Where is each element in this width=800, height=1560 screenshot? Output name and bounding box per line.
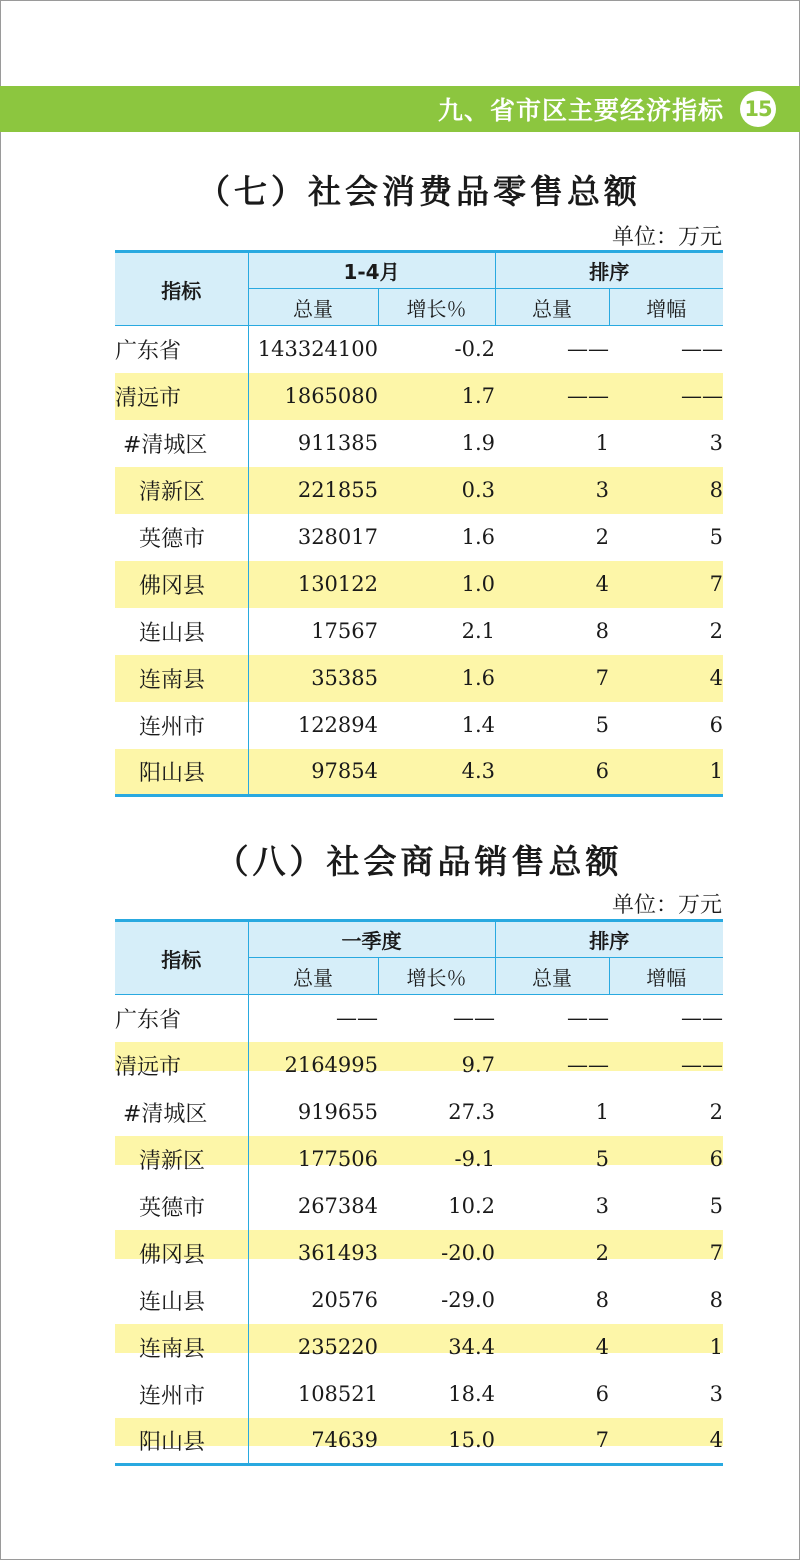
region-name: 连州市 <box>115 1371 248 1418</box>
table-row <box>115 1371 723 1418</box>
commodity-sales-table <box>115 919 723 1466</box>
cell-rank-total: 7 <box>495 1418 609 1465</box>
cell-rank-total: 2 <box>495 1230 609 1277</box>
cell-rank-total: 2 <box>595 525 610 549</box>
table-row <box>115 1230 723 1277</box>
region-name: 清新区 <box>115 1136 248 1183</box>
table-row <box>115 1418 723 1465</box>
cell-rank-growth: —— <box>681 1006 723 1031</box>
cell-rank-growth: 3 <box>709 1382 723 1406</box>
region-name: 佛冈县 <box>115 561 248 608</box>
table-row <box>115 995 723 1042</box>
cell-total: 361493 <box>248 1230 378 1277</box>
region-name: 清远市 <box>115 1042 248 1089</box>
region-name: #清城区 <box>115 1089 248 1136</box>
header-indicator: 指标 <box>115 921 248 995</box>
table-row <box>115 1183 723 1230</box>
cell-total: 2164995 <box>248 1042 378 1089</box>
section2-unit: 单位：万元 <box>611 893 722 918</box>
cell-growth: 1.6 <box>378 655 495 702</box>
cell-growth: -29.0 <box>441 1288 495 1312</box>
cell-rank-total: 1 <box>595 1100 609 1124</box>
cell-growth: 1.7 <box>378 373 495 420</box>
cell-growth: —— <box>453 1006 495 1031</box>
cell-total: 97854 <box>248 749 378 796</box>
cell-rank-total: —— <box>567 337 610 362</box>
table-row <box>115 420 723 467</box>
cell-rank-growth: 1 <box>609 749 723 796</box>
cell-rank-growth: 7 <box>609 1230 723 1277</box>
cell-growth: 27.3 <box>448 1100 495 1124</box>
cell-growth: 1.6 <box>461 525 496 549</box>
cell-rank-growth: 4 <box>609 1418 723 1465</box>
cell-rank-growth: —— <box>681 337 724 362</box>
cell-rank-total: 6 <box>495 749 609 796</box>
cell-rank-total: 4 <box>495 1324 609 1371</box>
cell-rank-total: 3 <box>595 1194 609 1218</box>
section1-title: （七）社会消费品零售总额 <box>197 172 641 211</box>
region-name: 清远市 <box>115 373 248 420</box>
cell-rank-growth: 8 <box>709 1288 723 1312</box>
cell-total: 17567 <box>311 619 378 643</box>
cell-growth: 1.0 <box>378 561 495 608</box>
region-name: 广东省 <box>115 326 248 373</box>
region-name: 连山县 <box>115 608 248 655</box>
cell-rank-growth: 2 <box>709 619 724 643</box>
cell-total: 919655 <box>297 1100 378 1124</box>
retail-sales-table <box>115 250 723 797</box>
cell-growth: 4.3 <box>378 749 495 796</box>
cell-rank-total: —— <box>567 1006 609 1031</box>
cell-rank-growth: 8 <box>609 467 723 514</box>
header-ranking: 排序 <box>495 921 723 958</box>
cell-rank-growth: 7 <box>609 561 723 608</box>
table-row <box>115 608 723 655</box>
table-row <box>115 561 723 608</box>
region-name: 阳山县 <box>115 1418 248 1465</box>
cell-total: 122894 <box>297 713 378 737</box>
table-row <box>115 1136 723 1183</box>
header-period: 一季度 <box>248 921 495 958</box>
cell-rank-total: 3 <box>495 467 609 514</box>
header-total: 总量 <box>248 289 378 326</box>
table-row <box>115 514 723 561</box>
cell-rank-growth: —— <box>609 1042 723 1089</box>
header-total: 总量 <box>248 958 378 995</box>
section2-title: （八）社会商品销售总额 <box>215 842 623 881</box>
cell-growth: 15.0 <box>378 1418 495 1465</box>
cell-growth: 9.7 <box>378 1042 495 1089</box>
cell-total: —— <box>336 1006 378 1031</box>
cell-total: 267384 <box>297 1194 378 1218</box>
chapter-title: 九、省市区主要经济指标 <box>437 96 724 125</box>
region-name: 佛冈县 <box>115 1230 248 1277</box>
region-name: 连南县 <box>115 655 248 702</box>
cell-growth: 2.1 <box>461 619 496 643</box>
region-name: 清新区 <box>115 467 248 514</box>
header-ranking: 排序 <box>495 252 723 289</box>
header-rank-growth: 增幅 <box>609 958 723 995</box>
cell-rank-growth: 5 <box>709 525 724 549</box>
region-name: 英德市 <box>115 1183 248 1230</box>
region-name: 广东省 <box>115 995 248 1042</box>
header-growth: 增长％ <box>378 958 495 995</box>
cell-growth: -9.1 <box>378 1136 495 1183</box>
table-row <box>115 467 723 514</box>
table-row <box>115 1089 723 1136</box>
region-name: 连州市 <box>115 702 248 749</box>
cell-growth: 1.9 <box>461 431 496 455</box>
cell-total: 911385 <box>297 431 378 455</box>
cell-total: 328017 <box>297 525 378 549</box>
cell-growth: 34.4 <box>378 1324 495 1371</box>
cell-rank-total: 5 <box>495 1136 609 1183</box>
chapter-header <box>0 86 800 132</box>
cell-growth: 1.4 <box>461 713 496 737</box>
cell-rank-growth: 6 <box>609 1136 723 1183</box>
header-period: 1-4月 <box>248 252 495 289</box>
cell-rank-total: 5 <box>595 713 610 737</box>
cell-rank-total: 1 <box>595 431 610 455</box>
table-row <box>115 749 723 796</box>
cell-growth: 10.2 <box>448 1194 495 1218</box>
cell-rank-total: 8 <box>595 1288 609 1312</box>
region-name: 连山县 <box>115 1277 248 1324</box>
cell-total: 74639 <box>248 1418 378 1465</box>
cell-growth: 0.3 <box>378 467 495 514</box>
region-name: 阳山县 <box>115 749 248 796</box>
cell-rank-total: 4 <box>495 561 609 608</box>
cell-total: 177506 <box>248 1136 378 1183</box>
cell-growth: -20.0 <box>378 1230 495 1277</box>
header-indicator: 指标 <box>115 252 248 326</box>
cell-rank-growth: 5 <box>709 1194 723 1218</box>
cell-rank-total: 7 <box>495 655 609 702</box>
table-row <box>115 1042 723 1089</box>
cell-rank-total: 8 <box>595 619 610 643</box>
table-row <box>115 373 723 420</box>
table-row <box>115 1277 723 1324</box>
cell-rank-growth: 2 <box>709 1100 723 1124</box>
header-rank-total: 总量 <box>495 289 609 326</box>
cell-total: 108521 <box>297 1382 378 1406</box>
cell-growth: 18.4 <box>448 1382 495 1406</box>
cell-rank-total: —— <box>495 373 609 420</box>
cell-total: 20576 <box>311 1288 378 1312</box>
cell-rank-growth: 1 <box>609 1324 723 1371</box>
table-row <box>115 702 723 749</box>
cell-growth: -0.2 <box>454 337 496 362</box>
cell-rank-growth: 6 <box>709 713 724 737</box>
cell-total: 143324100 <box>257 337 378 362</box>
cell-total: 130122 <box>248 561 378 608</box>
header-rank-total: 总量 <box>495 958 609 995</box>
region-name: #清城区 <box>115 420 248 467</box>
table-row <box>115 655 723 702</box>
header-growth: 增长％ <box>378 289 495 326</box>
cell-rank-growth: 4 <box>609 655 723 702</box>
header-rank-growth: 增幅 <box>609 289 723 326</box>
cell-rank-growth: —— <box>609 373 723 420</box>
section1-unit: 单位：万元 <box>611 225 722 250</box>
cell-rank-growth: 3 <box>709 431 724 455</box>
cell-total: 1865080 <box>248 373 378 420</box>
region-name: 英德市 <box>115 514 248 561</box>
cell-rank-total: —— <box>495 1042 609 1089</box>
cell-rank-total: 6 <box>595 1382 609 1406</box>
table-row <box>115 1324 723 1371</box>
cell-total: 221855 <box>248 467 378 514</box>
cell-total: 35385 <box>248 655 378 702</box>
page-number-badge: 15 <box>740 91 776 127</box>
region-name: 连南县 <box>115 1324 248 1371</box>
cell-total: 235220 <box>248 1324 378 1371</box>
table-row <box>115 326 723 373</box>
